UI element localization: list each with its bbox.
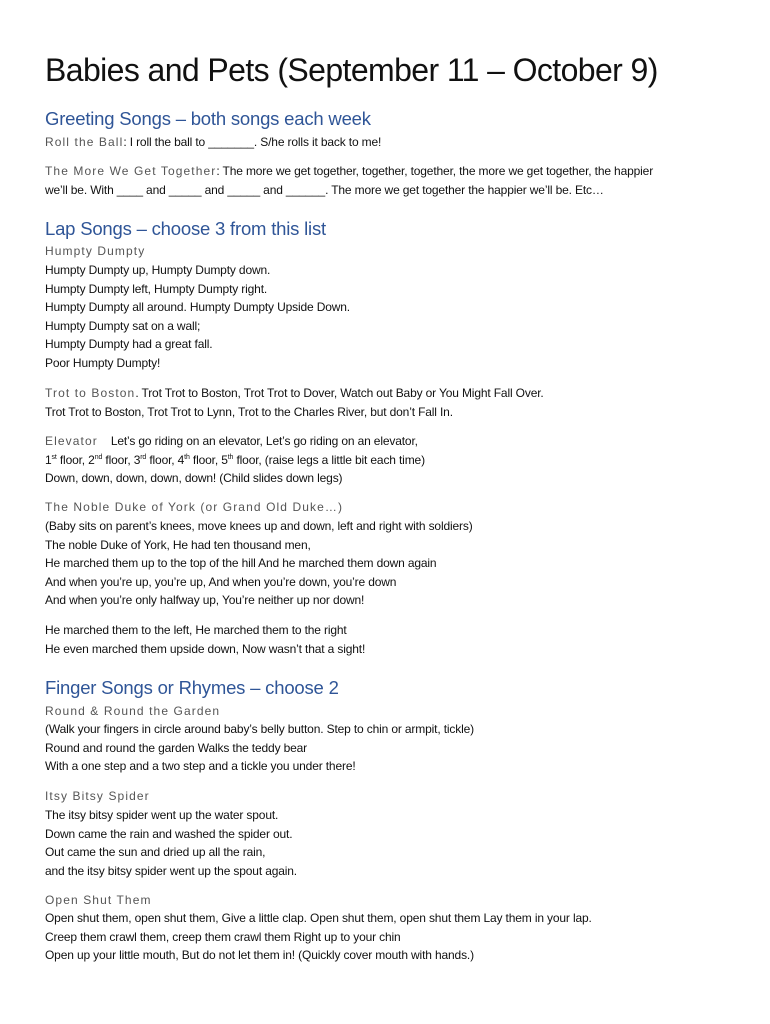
trot-to-boston-text-2: Trot Trot to Boston, Trot Trot to Lynn, Trot to the Charles River, but don’t Fall In. <box>45 405 453 419</box>
lyric-line: Creep them crawl them, creep them crawl them Right up to your chin <box>45 929 401 944</box>
lyric-line: Open shut them, open shut them, Give a little clap. Open shut them, open shut them Lay them in your lap. <box>45 911 592 925</box>
trot-to-boston-text-1: . Trot Trot to Boston, Trot Trot to Dover, Watch out Baby or You Might Fall Over. <box>135 386 544 400</box>
trot-to-boston-line <box>45 384 544 403</box>
lyric-line: Out came the sun and dried up all the rain, <box>45 845 266 860</box>
lyric-line: He even marched them upside down, Now wasn’t that a sight! <box>45 641 366 656</box>
noble-duke-lyrics <box>45 517 473 610</box>
roll-the-ball-text: : I roll the ball to _______. S/he rolls it back to me! <box>123 135 382 149</box>
trot-to-boston-title: Trot to Boston <box>45 386 136 400</box>
lap-songs-heading: Lap Songs – choose 3 from this list <box>45 218 326 239</box>
lyric-line: Round and round the garden Walks the teddy bear <box>45 740 308 755</box>
elevator-text-3: Down, down, down, down, down! (Child slides down legs) <box>45 471 343 485</box>
more-we-get-together-text-2: we’ll be. With ____ and _____ and _____ and ______. The more we get together the happier we’ll be. Etc… <box>45 183 604 197</box>
roll-the-ball-title: Roll the Ball <box>45 135 124 149</box>
lyric-line: Humpty Dumpty up, Humpty Dumpty down. <box>45 263 271 277</box>
finger-songs-heading: Finger Songs or Rhymes – choose 2 <box>45 677 339 698</box>
floor-1-text: floor, <box>56 453 89 467</box>
greeting-songs-heading: Greeting Songs – both songs each week <box>45 108 371 129</box>
more-we-get-together-title: The More We Get Together <box>45 164 217 178</box>
more-we-get-together-line <box>45 162 653 181</box>
floor-3-text: floor, <box>146 453 178 467</box>
elevator-line <box>45 432 418 451</box>
elevator-text-1: Let’s go riding on an elevator, Let’s go riding on an elevator, <box>110 434 418 448</box>
humpty-dumpty-title: Humpty Dumpty <box>45 244 146 258</box>
itsy-bitsy-spider-title: Itsy Bitsy Spider <box>45 789 150 803</box>
lyric-line: Humpty Dumpty had a great fall. <box>45 337 213 352</box>
itsy-bitsy-spider-lyrics <box>45 806 297 880</box>
floor-4-suffix: th <box>184 454 190 461</box>
lyric-line: and the itsy bitsy spider went up the spout again. <box>45 863 297 878</box>
elevator-title: Elevator <box>45 434 98 448</box>
floor-1: 1 <box>45 453 52 467</box>
floor-2: 2 <box>88 453 95 467</box>
lyric-line: Humpty Dumpty sat on a wall; <box>45 318 201 333</box>
floor-2-text: floor, <box>102 453 134 467</box>
floor-1-suffix: st <box>51 454 57 461</box>
lyric-line: And when you’re up, you’re up, And when you’re down, you’re down <box>45 574 397 589</box>
more-we-get-together-text-1: : The more we get together, together, together, the more we get together, the happier <box>216 164 654 178</box>
lyric-line: Humpty Dumpty left, Humpty Dumpty right. <box>45 281 268 296</box>
humpty-dumpty-lyrics <box>45 261 350 373</box>
lyric-line: Open up your little mouth, But do not let them in! (Quickly cover mouth with hands.) <box>45 948 474 963</box>
floor-5: 5 <box>221 453 228 467</box>
lyric-line: Poor Humpty Dumpty! <box>45 355 161 370</box>
open-shut-them-lyrics <box>45 909 592 965</box>
elevator-floors-line <box>45 451 425 470</box>
page-title: Babies and Pets (September 11 – October 9) <box>45 52 658 88</box>
noble-duke-title: The Noble Duke of York (or Grand Old Duke…) <box>45 500 344 514</box>
lyric-line: He marched them up to the top of the hill And he marched them down again <box>45 556 437 571</box>
floor-3: 3 <box>133 453 141 467</box>
floor-3-suffix: rd <box>140 454 147 461</box>
floor-5-text: floor, (raise legs a little bit each time) <box>233 453 425 467</box>
floor-5-suffix: th <box>227 454 234 461</box>
lyric-line: Down came the rain and washed the spider out. <box>45 826 293 841</box>
lyric-line: And when you’re only halfway up, You’re neither up nor down! <box>45 593 365 608</box>
lyric-line: Humpty Dumpty all around. Humpty Dumpty Upside Down. <box>45 300 350 315</box>
floor-2-suffix: nd <box>94 454 103 461</box>
round-the-garden-title: Round & Round the Garden <box>45 704 221 718</box>
open-shut-them-title: Open Shut Them <box>45 893 152 907</box>
lyric-line: The itsy bitsy spider went up the water spout. <box>45 808 279 822</box>
lyric-line: (Baby sits on parent’s knees, move knees up and down, left and right with soldiers) <box>45 519 473 533</box>
floor-4: 4 <box>177 453 185 467</box>
lyric-line: He marched them to the left, He marched them to the right <box>45 623 347 637</box>
roll-the-ball-line <box>45 133 381 152</box>
lyric-line: (Walk your fingers in circle around baby’s belly button. Step to chin or armpit, tickle) <box>45 722 474 736</box>
lyric-line: With a one step and a two step and a tickle you under there! <box>45 759 356 774</box>
noble-duke-lyrics-2 <box>45 621 365 658</box>
lyric-line: The noble Duke of York, He had ten thousand men, <box>45 537 311 552</box>
floor-4-text: floor, <box>189 453 222 467</box>
round-the-garden-lyrics <box>45 720 474 776</box>
